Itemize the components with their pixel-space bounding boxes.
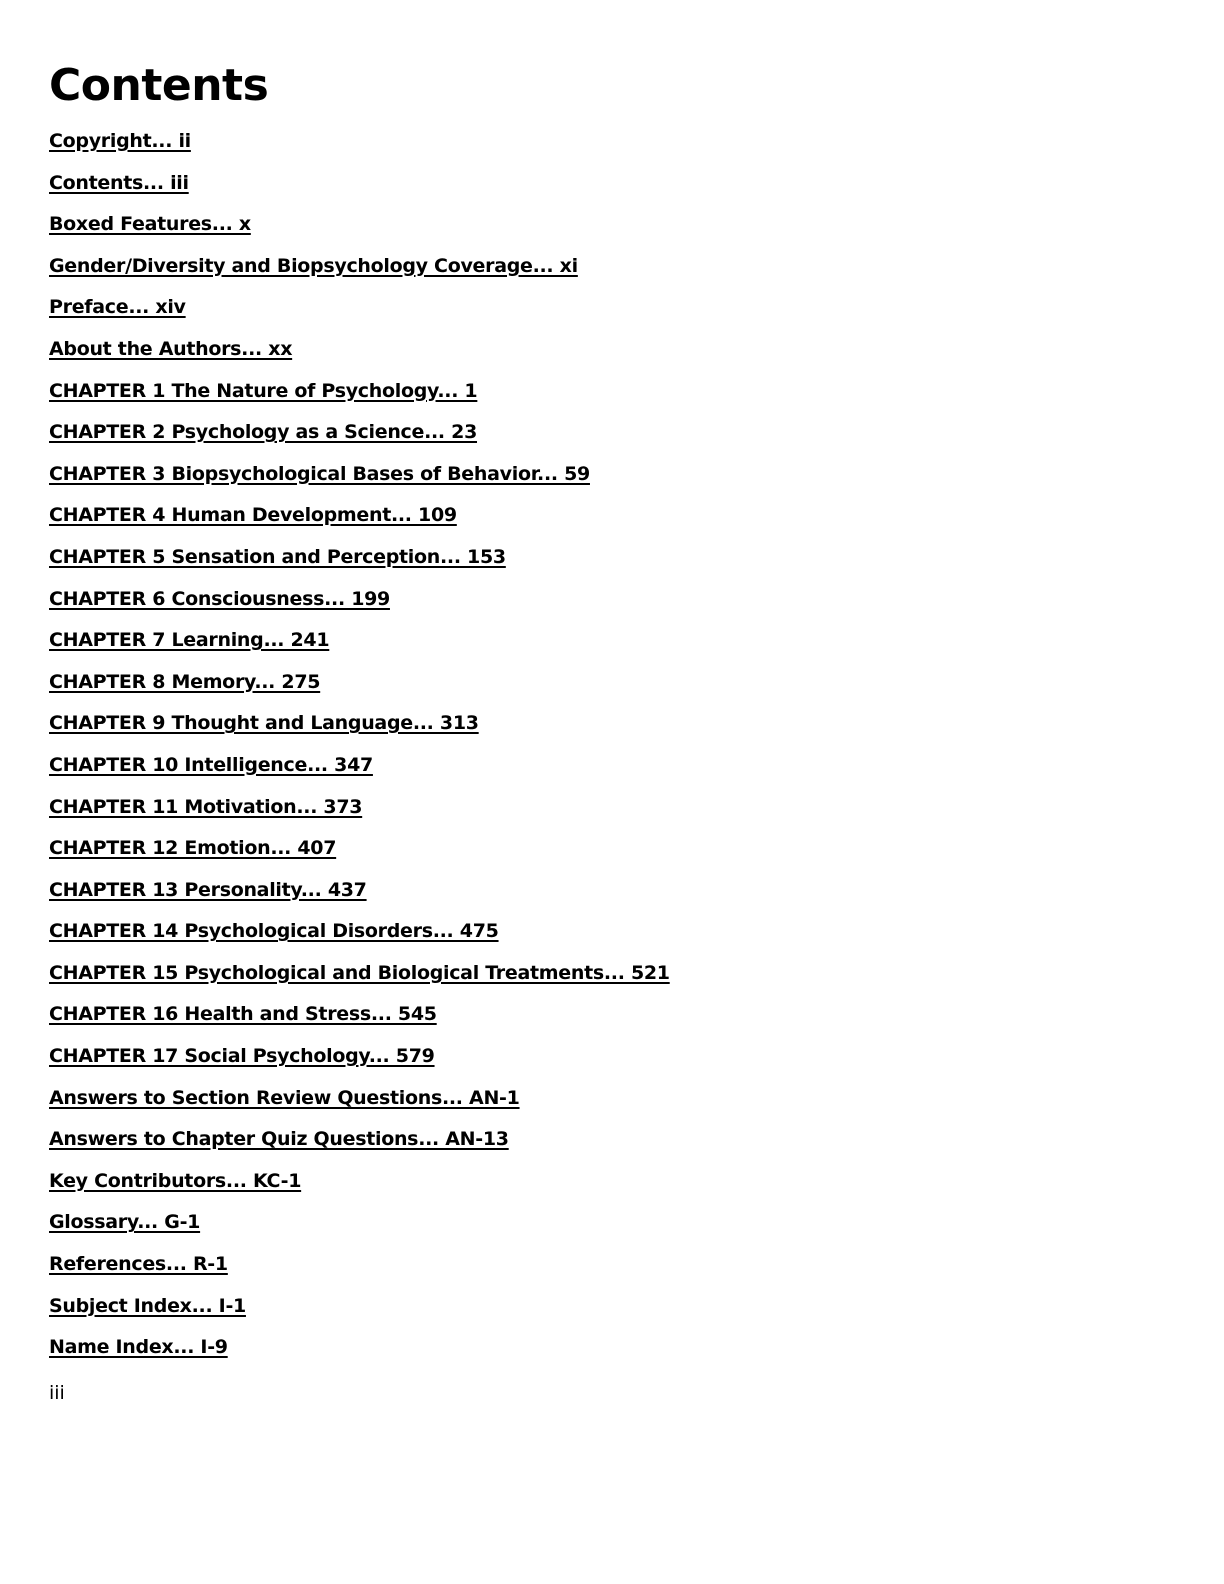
toc-link-chapter-11[interactable]: CHAPTER 11 Motivation... 373 [49,795,363,818]
toc-entry-section-review-answers [49,1083,1169,1125]
toc-entry-gender-diversity [49,251,1169,293]
toc-link-about-authors[interactable]: About the Authors... xx [49,337,293,360]
toc-entry-about-authors [49,334,1169,376]
toc-link-chapter-2[interactable]: CHAPTER 2 Psychology as a Science... 23 [49,421,478,444]
toc-link-boxed-features[interactable]: Boxed Features... x [49,213,251,236]
toc-link-references[interactable]: References... R-1 [49,1253,228,1276]
toc-link-copyright[interactable]: Copyright... ii [49,130,191,152]
toc-entry-chapter-5 [49,542,1169,584]
toc-link-chapter-6[interactable]: CHAPTER 6 Consciousness... 199 [49,587,390,610]
toc-entry-chapter-14 [49,916,1169,958]
toc-entry-chapter-1 [49,376,1169,418]
toc-entry-chapter-7 [49,625,1169,667]
toc-link-preface[interactable]: Preface... xiv [49,296,186,319]
toc-link-chapter-3[interactable]: CHAPTER 3 Biopsychological Bases of Behavior... 59 [49,462,590,485]
toc-entry-chapter-15 [49,958,1169,1000]
toc-link-key-contributors[interactable]: Key Contributors... KC-1 [49,1169,302,1192]
toc-link-name-index[interactable]: Name Index... I-9 [49,1336,228,1359]
toc-entry-references [49,1249,1169,1291]
toc-link-chapter-13[interactable]: CHAPTER 13 Personality... 437 [49,878,367,901]
toc-link-chapter-10[interactable]: CHAPTER 10 Intelligence... 347 [49,753,373,776]
toc-entry-chapter-10 [49,750,1169,792]
toc-entry-name-index [49,1332,1169,1374]
toc-entry-subject-index [49,1291,1169,1333]
toc-entry-chapter-12 [49,833,1169,875]
toc-link-chapter-7[interactable]: CHAPTER 7 Learning... 241 [49,629,330,652]
toc-link-chapter-1[interactable]: CHAPTER 1 The Nature of Psychology... 1 [49,379,478,402]
page-number: iii [49,1381,65,1404]
toc-entry-chapter-2 [49,417,1169,459]
toc-entry-chapter-8 [49,667,1169,709]
toc-entry-glossary [49,1207,1169,1249]
document-page [49,58,1169,1408]
toc-entry-chapter-16 [49,999,1169,1041]
toc-link-chapter-16[interactable]: CHAPTER 16 Health and Stress... 545 [49,1003,437,1026]
page-title: Contents [49,60,269,111]
toc-link-section-review-answers[interactable]: Answers to Section Review Questions... AN-1 [49,1086,520,1109]
toc-entry-key-contributors [49,1166,1169,1208]
toc-link-chapter-9[interactable]: CHAPTER 9 Thought and Language... 313 [49,712,479,735]
toc-entry-chapter-4 [49,500,1169,542]
toc-link-chapter-4[interactable]: CHAPTER 4 Human Development... 109 [49,504,457,527]
toc-link-chapter-17[interactable]: CHAPTER 17 Social Psychology... 579 [49,1045,435,1068]
toc-link-chapter-8[interactable]: CHAPTER 8 Memory... 275 [49,670,321,693]
toc-link-subject-index[interactable]: Subject Index... I-1 [49,1294,246,1317]
toc-entry-chapter-17 [49,1041,1169,1083]
toc-entry-chapter-quiz-answers [49,1124,1169,1166]
toc-entry-contents [49,168,1169,210]
toc-entry-chapter-3 [49,459,1169,501]
table-of-contents [49,126,1169,1374]
toc-entry-copyright [49,126,1169,168]
toc-entry-preface [49,292,1169,334]
toc-entry-chapter-13 [49,875,1169,917]
toc-link-chapter-15[interactable]: CHAPTER 15 Psychological and Biological Treatments... 521 [49,961,670,984]
toc-link-gender-diversity[interactable]: Gender/Diversity and Biopsychology Coverage... xi [49,254,578,277]
toc-link-chapter-quiz-answers[interactable]: Answers to Chapter Quiz Questions... AN-13 [49,1128,509,1151]
toc-entry-chapter-9 [49,708,1169,750]
toc-link-contents[interactable]: Contents... iii [49,171,189,194]
toc-entry-chapter-11 [49,792,1169,834]
toc-entry-boxed-features [49,209,1169,251]
toc-link-chapter-14[interactable]: CHAPTER 14 Psychological Disorders... 475 [49,920,499,943]
toc-entry-chapter-6 [49,584,1169,626]
toc-link-chapter-12[interactable]: CHAPTER 12 Emotion... 407 [49,837,337,860]
toc-link-chapter-5[interactable]: CHAPTER 5 Sensation and Perception... 153 [49,545,506,568]
toc-link-glossary[interactable]: Glossary... G-1 [49,1211,201,1234]
